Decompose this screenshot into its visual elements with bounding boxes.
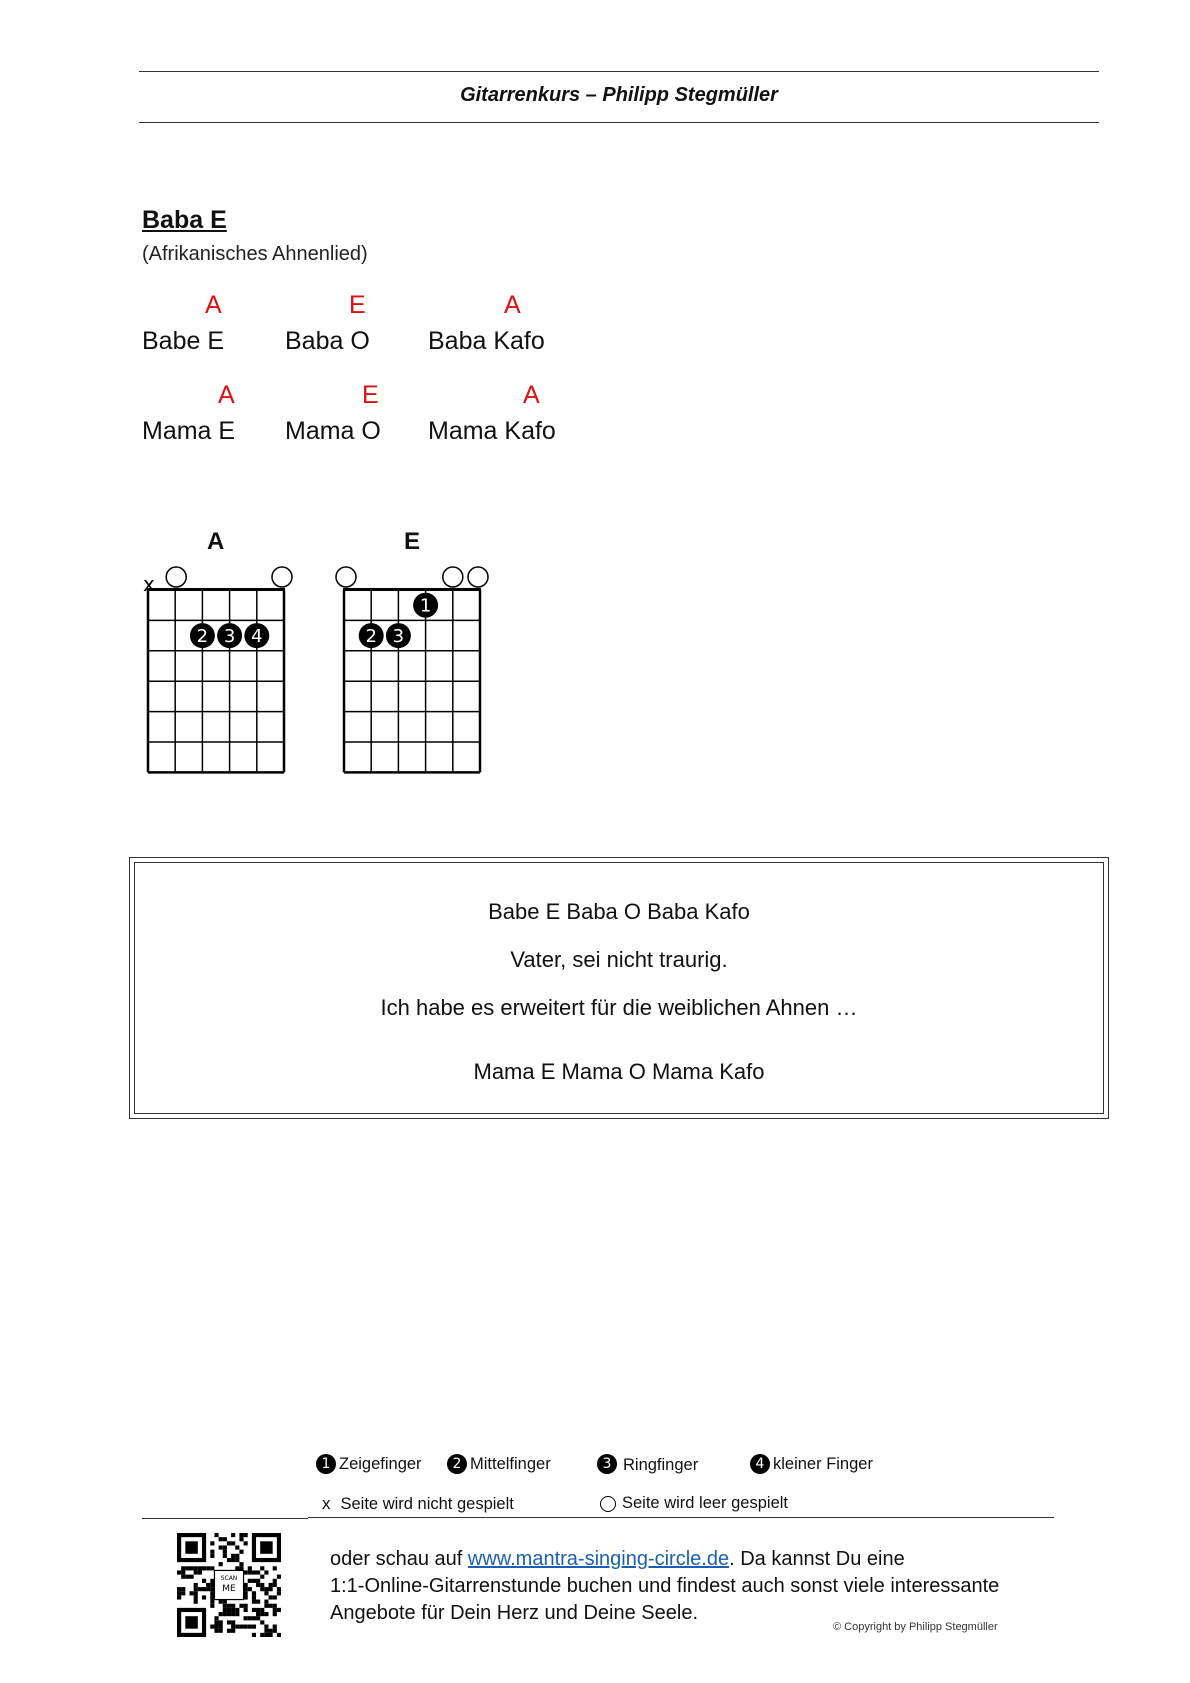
legend-label: Seite wird leer gespielt bbox=[622, 1494, 788, 1512]
lyric-text: Mama Kafo bbox=[428, 417, 556, 445]
svg-text:SCAN: SCAN bbox=[220, 1575, 238, 1582]
open-string-marker bbox=[443, 567, 463, 587]
finger-number: 2 bbox=[196, 626, 209, 648]
chord-label: E bbox=[362, 381, 379, 409]
footer-line-3: Angebote für Dein Herz und Deine Seele. bbox=[330, 1602, 699, 1624]
legend-finger-3 bbox=[597, 1452, 698, 1475]
finger-number-icon: 4 bbox=[750, 1454, 770, 1474]
chord-diagram-name: E bbox=[404, 528, 421, 555]
lyric-text: Baba O bbox=[285, 327, 370, 355]
open-string-marker bbox=[272, 567, 292, 587]
header-bottom-rule bbox=[139, 122, 1099, 123]
footer-rule-right bbox=[308, 1517, 1054, 1518]
chord-label: A bbox=[205, 291, 222, 319]
finger-number-icon: 3 bbox=[597, 1454, 617, 1474]
chord-label: A bbox=[504, 291, 521, 319]
lyric-text: Baba Kafo bbox=[428, 327, 545, 355]
chord-diagram-e bbox=[334, 560, 514, 780]
lyric-text: Mama E bbox=[142, 417, 236, 445]
info-box bbox=[129, 857, 1109, 1119]
chord-diagram-name: A bbox=[207, 528, 225, 555]
footer-rule-left bbox=[142, 1518, 308, 1519]
copyright: © Copyright by Philipp Stegmüller bbox=[833, 1621, 998, 1633]
muted-string-icon: x bbox=[322, 1494, 331, 1513]
legend-finger-2 bbox=[447, 1454, 551, 1474]
info-box-line: Ich habe es erweitert für die weiblichen Ahnen … bbox=[380, 995, 858, 1020]
finger-number-icon: 1 bbox=[316, 1454, 336, 1474]
info-box-line: Vater, sei nicht traurig. bbox=[510, 947, 728, 972]
qr-code bbox=[177, 1533, 281, 1637]
svg-text:ME: ME bbox=[222, 1584, 236, 1594]
legend-label: kleiner Finger bbox=[773, 1454, 873, 1473]
open-string-marker bbox=[468, 567, 488, 587]
finger-number: 3 bbox=[223, 626, 236, 648]
footer-line-2: 1:1-Online-Gitarrenstunde buchen und findest auch sonst viele interessante bbox=[330, 1575, 1000, 1597]
song-title: Baba E bbox=[142, 206, 227, 234]
chord-label: A bbox=[523, 381, 540, 409]
legend-label: Zeigefinger bbox=[339, 1454, 422, 1473]
legend-label: Mittelfinger bbox=[470, 1454, 551, 1473]
footer-line-1 bbox=[330, 1548, 905, 1571]
header-title: Gitarrenkurs – Philipp Stegmüller bbox=[460, 84, 778, 106]
legend-label: Seite wird nicht gespielt bbox=[340, 1494, 514, 1513]
finger-number: 1 bbox=[419, 595, 432, 617]
website-link[interactable]: www.mantra-singing-circle.de bbox=[467, 1548, 730, 1570]
nut bbox=[343, 588, 481, 591]
lyric-text: Babe E bbox=[142, 327, 225, 355]
legend-finger-1 bbox=[316, 1454, 422, 1474]
open-string-marker bbox=[336, 567, 356, 587]
song-subtitle: (Afrikanisches Ahnenlied) bbox=[142, 243, 368, 265]
legend-label: Ringfinger bbox=[623, 1456, 699, 1474]
chord-label: E bbox=[349, 291, 366, 319]
muted-string-marker: x bbox=[143, 572, 155, 596]
chord-diagram-a bbox=[138, 560, 318, 780]
header-top-rule bbox=[139, 71, 1099, 72]
finger-number: 4 bbox=[251, 626, 263, 648]
open-string-icon bbox=[600, 1496, 616, 1512]
finger-number-icon: 2 bbox=[447, 1454, 467, 1474]
legend-open bbox=[600, 1494, 788, 1513]
info-box-line: Babe E Baba O Baba Kafo bbox=[488, 899, 750, 924]
legend-muted bbox=[322, 1494, 514, 1514]
chord-label: A bbox=[218, 381, 235, 409]
footer-text: oder schau auf bbox=[330, 1548, 468, 1570]
lyric-text: Mama O bbox=[285, 417, 381, 445]
legend-finger-4 bbox=[750, 1454, 873, 1474]
footer-text: . Da kannst Du eine bbox=[729, 1548, 905, 1570]
finger-number: 2 bbox=[365, 626, 377, 648]
info-box-line: Mama E Mama O Mama Kafo bbox=[473, 1059, 765, 1084]
open-string-marker bbox=[166, 567, 186, 587]
finger-number: 3 bbox=[392, 626, 405, 648]
nut bbox=[147, 588, 285, 591]
